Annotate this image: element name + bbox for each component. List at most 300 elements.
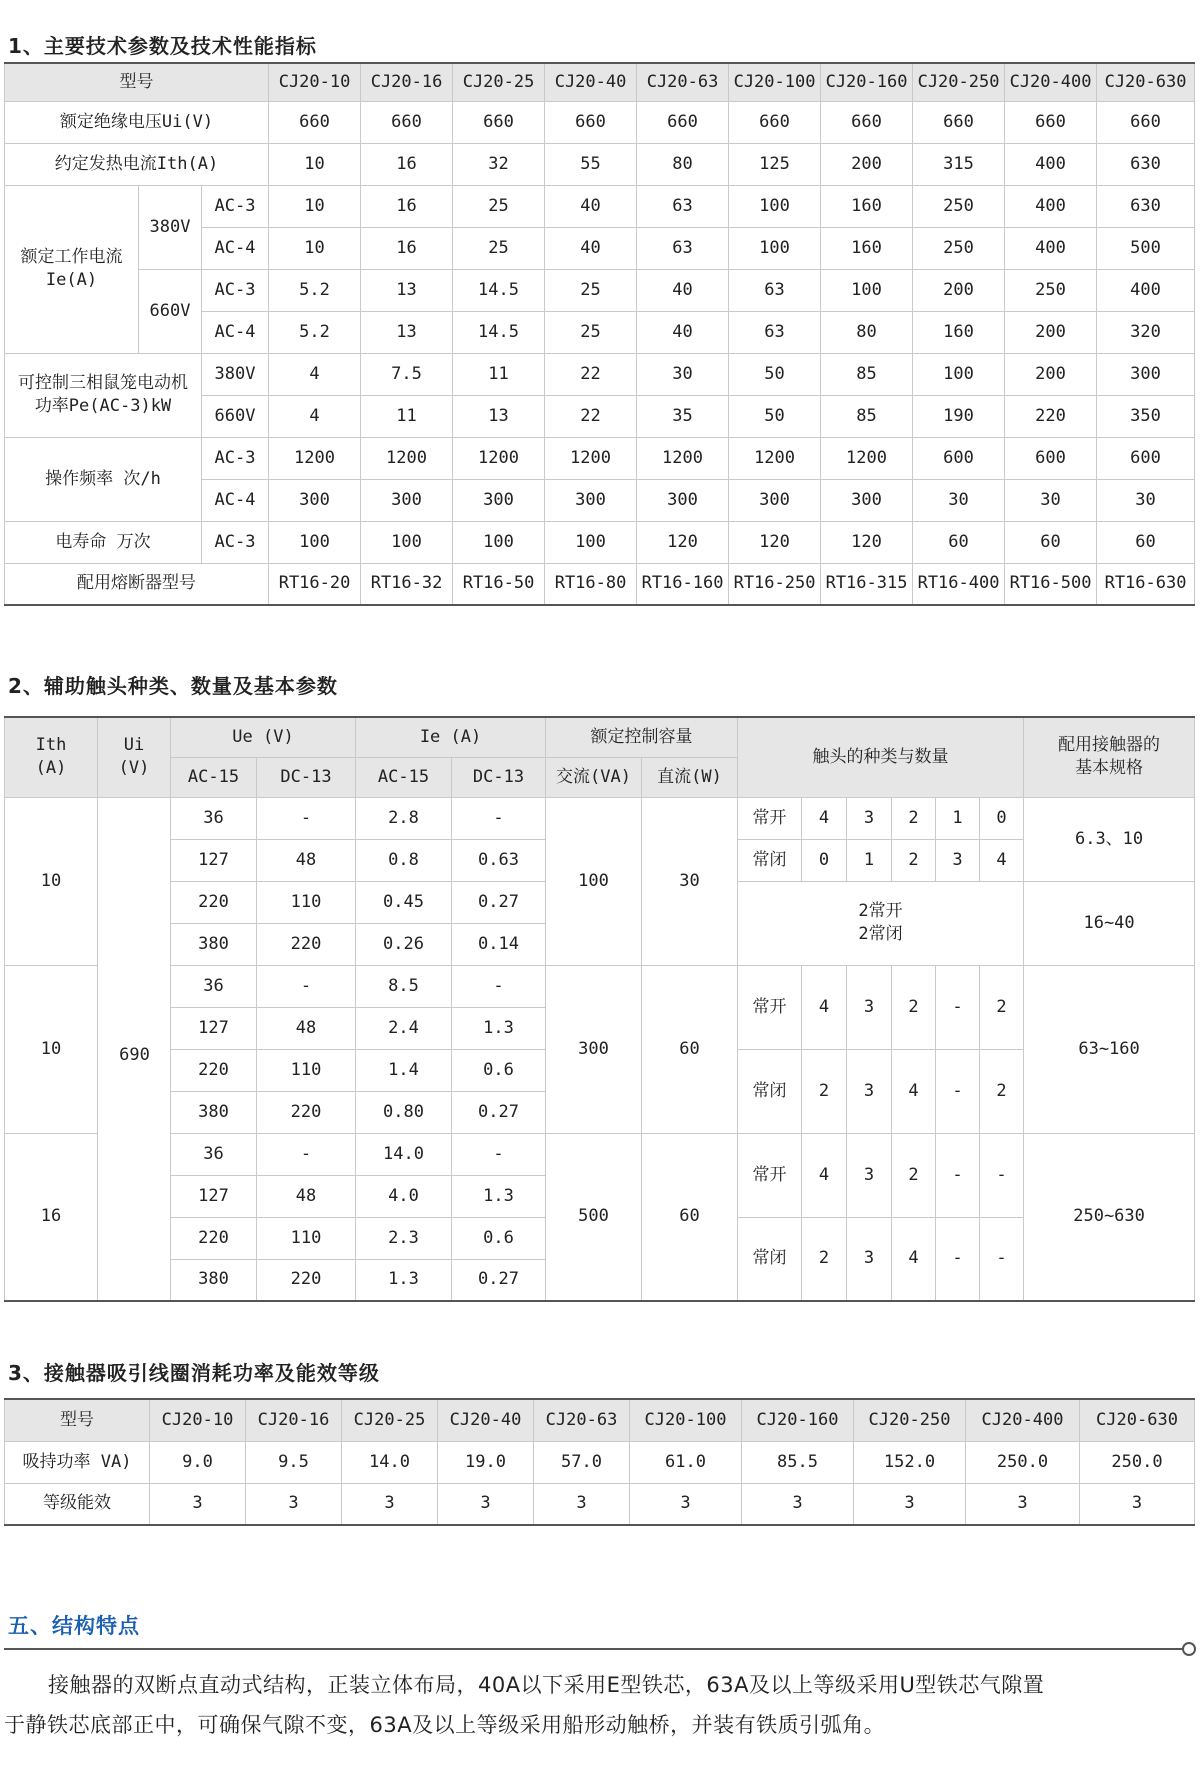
header-spec bbox=[1024, 717, 1195, 797]
cell: 63 bbox=[637, 185, 729, 227]
cell: 200 bbox=[913, 269, 1005, 311]
cell: 400 bbox=[1005, 227, 1097, 269]
ith-value: 10 bbox=[5, 797, 98, 965]
cell: - bbox=[452, 797, 546, 839]
cell: 3 bbox=[847, 1049, 892, 1133]
cell: 60 bbox=[642, 1133, 738, 1301]
cell: - bbox=[936, 1217, 980, 1301]
cell: 300 bbox=[361, 479, 453, 521]
cell: 8.5 bbox=[356, 965, 452, 1007]
contact-type-label: 常开 bbox=[738, 797, 802, 839]
cell: 300 bbox=[453, 479, 545, 521]
table-row bbox=[5, 563, 1195, 605]
ith-value-text: 10 bbox=[40, 1038, 62, 1059]
cell: - bbox=[257, 797, 356, 839]
extra-nc: 2常闭 bbox=[858, 924, 903, 944]
paragraph-line: 于静铁芯底部正中，可确保气隙不变，63A及以上等级采用船形动触桥，并装有铁质引弧角。 bbox=[4, 1713, 886, 1737]
cell: 1200 bbox=[729, 437, 821, 479]
cell: 3 bbox=[966, 1483, 1080, 1525]
cell: 36 bbox=[171, 797, 257, 839]
cell: 9.5 bbox=[246, 1441, 342, 1483]
coil-power-table bbox=[4, 1398, 1195, 1526]
contact-type-label: 常闭 bbox=[738, 1049, 802, 1133]
header-model-cell: CJ20-630 bbox=[1097, 63, 1195, 101]
cell: 50 bbox=[729, 395, 821, 437]
cell: 0.8 bbox=[356, 839, 452, 881]
cell: 315 bbox=[913, 143, 1005, 185]
cell: 2.3 bbox=[356, 1217, 452, 1259]
header-ie-ac15: AC-15 bbox=[356, 757, 452, 797]
header-model-cell: CJ20-16 bbox=[361, 63, 453, 101]
cell: 100 bbox=[361, 521, 453, 563]
cell: 3 bbox=[630, 1483, 742, 1525]
ui-symbol: Ui bbox=[123, 735, 145, 756]
cell: 3 bbox=[246, 1483, 342, 1525]
cell: RT16-315 bbox=[821, 563, 913, 605]
header-ith bbox=[5, 717, 98, 797]
cell: 220 bbox=[257, 923, 356, 965]
cell: 5.2 bbox=[269, 311, 361, 353]
cell: 400 bbox=[1005, 185, 1097, 227]
cell: 350 bbox=[1097, 395, 1195, 437]
spec-value: 63~160 bbox=[1024, 965, 1195, 1133]
cell: 7.5 bbox=[361, 353, 453, 395]
cell: 48 bbox=[257, 839, 356, 881]
cell: 320 bbox=[1097, 311, 1195, 353]
ith-unit: (A) bbox=[35, 758, 67, 779]
cell: 220 bbox=[257, 1091, 356, 1133]
cell: 200 bbox=[1005, 311, 1097, 353]
cell: 1.4 bbox=[356, 1049, 452, 1091]
cell: 200 bbox=[821, 143, 913, 185]
header-model-cell: CJ20-250 bbox=[913, 63, 1005, 101]
cell: 40 bbox=[637, 269, 729, 311]
contact-type-label: 常闭 bbox=[738, 1217, 802, 1301]
cell: 100 bbox=[729, 227, 821, 269]
cell: 2 bbox=[892, 1133, 936, 1217]
cell: 10 bbox=[269, 227, 361, 269]
table-row bbox=[5, 1133, 1195, 1175]
cell: 16 bbox=[361, 185, 453, 227]
row-label: 额定绝缘电压Ui(V) bbox=[5, 101, 269, 143]
cell: 4 bbox=[980, 839, 1024, 881]
cell: 0.80 bbox=[356, 1091, 452, 1133]
cell: 250 bbox=[1005, 269, 1097, 311]
voltage-label: 380V bbox=[202, 353, 269, 395]
cell: 35 bbox=[637, 395, 729, 437]
cell: 2 bbox=[980, 1049, 1024, 1133]
cell: 300 bbox=[545, 479, 637, 521]
header-contact-kind: 触头的种类与数量 bbox=[738, 717, 1024, 797]
contact-type-label: 常闭 bbox=[738, 839, 802, 881]
cell: 1200 bbox=[637, 437, 729, 479]
pe-label: 可控制三相鼠笼电动机 bbox=[18, 373, 188, 394]
spec-label: 配用接触器的 bbox=[1058, 735, 1161, 756]
cell: 0.14 bbox=[452, 923, 546, 965]
cell: 2 bbox=[980, 965, 1024, 1049]
cell: 160 bbox=[821, 227, 913, 269]
header-model-cell: CJ20-25 bbox=[342, 1399, 438, 1441]
cell: 3 bbox=[847, 965, 892, 1049]
cell: 22 bbox=[545, 395, 637, 437]
header-model-cell: CJ20-100 bbox=[630, 1399, 742, 1441]
cell: 2 bbox=[892, 965, 936, 1049]
table-header-row bbox=[5, 63, 1195, 101]
cell: 660 bbox=[545, 101, 637, 143]
cell: RT16-400 bbox=[913, 563, 1005, 605]
table-row bbox=[5, 1483, 1195, 1525]
cell: 4.0 bbox=[356, 1175, 452, 1217]
structure-paragraph bbox=[4, 1665, 1198, 1745]
row-label: 配用熔断器型号 bbox=[5, 563, 269, 605]
cell: 63 bbox=[637, 227, 729, 269]
cell: 2 bbox=[892, 797, 936, 839]
category-label: AC-4 bbox=[202, 227, 269, 269]
cell: 660 bbox=[913, 101, 1005, 143]
cell: 125 bbox=[729, 143, 821, 185]
header-model-cell: CJ20-25 bbox=[453, 63, 545, 101]
cell: 300 bbox=[1097, 353, 1195, 395]
cell: 1200 bbox=[545, 437, 637, 479]
cell: 660 bbox=[453, 101, 545, 143]
cell: 500 bbox=[1097, 227, 1195, 269]
header-model-cell: CJ20-630 bbox=[1080, 1399, 1195, 1441]
cell: - bbox=[257, 1133, 356, 1175]
cell: 660 bbox=[821, 101, 913, 143]
cell: - bbox=[980, 1217, 1024, 1301]
cell: 110 bbox=[257, 881, 356, 923]
cell: 60 bbox=[1097, 521, 1195, 563]
spec-label-2: 基本规格 bbox=[1075, 758, 1144, 779]
table-row bbox=[5, 797, 1195, 839]
cell: 10 bbox=[269, 185, 361, 227]
row-label: 约定发热电流Ith(A) bbox=[5, 143, 269, 185]
cell: 250.0 bbox=[966, 1441, 1080, 1483]
row-label: 吸持功率 VA) bbox=[5, 1441, 150, 1483]
cell: - bbox=[452, 965, 546, 1007]
cell: 40 bbox=[637, 311, 729, 353]
header-model-cell: CJ20-63 bbox=[534, 1399, 630, 1441]
table-row bbox=[5, 353, 1195, 395]
ith-value bbox=[5, 965, 98, 1133]
category-label: AC-3 bbox=[202, 185, 269, 227]
cell: 0 bbox=[980, 797, 1024, 839]
cell: 3 bbox=[847, 1217, 892, 1301]
cell: 0 bbox=[802, 839, 847, 881]
cell: 1200 bbox=[821, 437, 913, 479]
cell: 100 bbox=[269, 521, 361, 563]
cell: 220 bbox=[171, 881, 257, 923]
cell: 19.0 bbox=[438, 1441, 534, 1483]
cell: 30 bbox=[913, 479, 1005, 521]
cell: 300 bbox=[269, 479, 361, 521]
cell: - bbox=[452, 1133, 546, 1175]
cell: 55 bbox=[545, 143, 637, 185]
cell: 16 bbox=[361, 143, 453, 185]
cell: 61.0 bbox=[630, 1441, 742, 1483]
cell: 400 bbox=[1005, 143, 1097, 185]
section-2-title: 2、辅助触头种类、数量及基本参数 bbox=[8, 674, 338, 698]
row-label bbox=[5, 185, 139, 353]
cell: 1 bbox=[936, 797, 980, 839]
cell: RT16-50 bbox=[453, 563, 545, 605]
header-model-cell: CJ20-160 bbox=[821, 63, 913, 101]
cell: 4 bbox=[802, 1133, 847, 1217]
cell: 152.0 bbox=[854, 1441, 966, 1483]
table-row bbox=[5, 521, 1195, 563]
category-label: AC-3 bbox=[202, 437, 269, 479]
cell: 3 bbox=[534, 1483, 630, 1525]
header-w: 直流(W) bbox=[642, 757, 738, 797]
cell: 380 bbox=[171, 1091, 257, 1133]
cell: 80 bbox=[821, 311, 913, 353]
cell: 14.0 bbox=[342, 1441, 438, 1483]
cell: RT16-160 bbox=[637, 563, 729, 605]
section-5-title: 五、结构特点 bbox=[8, 1614, 140, 1638]
cell: 100 bbox=[546, 797, 642, 965]
cell: - bbox=[936, 965, 980, 1049]
header-ui bbox=[98, 717, 171, 797]
header-model-cell: CJ20-16 bbox=[246, 1399, 342, 1441]
header-model-cell: CJ20-10 bbox=[150, 1399, 246, 1441]
cell: 4 bbox=[802, 797, 847, 839]
voltage-label: 660V bbox=[202, 395, 269, 437]
cell: 630 bbox=[1097, 143, 1195, 185]
cell: 630 bbox=[1097, 185, 1195, 227]
cell: 250 bbox=[913, 185, 1005, 227]
cell: 120 bbox=[821, 521, 913, 563]
cell: 57.0 bbox=[534, 1441, 630, 1483]
cell: 0.63 bbox=[452, 839, 546, 881]
table-row bbox=[5, 1441, 1195, 1483]
cell: 80 bbox=[637, 143, 729, 185]
cell: RT16-250 bbox=[729, 563, 821, 605]
cell: 36 bbox=[171, 1133, 257, 1175]
cell: 120 bbox=[637, 521, 729, 563]
table-row bbox=[5, 185, 1195, 227]
cell: 220 bbox=[1005, 395, 1097, 437]
cell: 2 bbox=[802, 1049, 847, 1133]
header-model: 型号 bbox=[5, 63, 269, 101]
divider-end-circle-icon bbox=[1182, 1642, 1196, 1656]
row-label: 电寿命 万次 bbox=[5, 521, 202, 563]
header-model-cell: CJ20-160 bbox=[742, 1399, 854, 1441]
category-label: AC-4 bbox=[202, 479, 269, 521]
cell: 1200 bbox=[361, 437, 453, 479]
cell: 3 bbox=[150, 1483, 246, 1525]
header-model-cell: CJ20-400 bbox=[1005, 63, 1097, 101]
cell: 300 bbox=[546, 965, 642, 1133]
cell: 2.8 bbox=[356, 797, 452, 839]
cell: 4 bbox=[802, 965, 847, 1049]
extra-no: 2常开 bbox=[858, 901, 903, 922]
header-va: 交流(VA) bbox=[546, 757, 642, 797]
cell: 0.27 bbox=[452, 1091, 546, 1133]
cell: 250 bbox=[913, 227, 1005, 269]
cell: 10 bbox=[269, 143, 361, 185]
cell: 660 bbox=[729, 101, 821, 143]
ith-symbol: Ith bbox=[35, 735, 67, 756]
cell: RT16-500 bbox=[1005, 563, 1097, 605]
table-row bbox=[5, 101, 1195, 143]
cell: 3 bbox=[342, 1483, 438, 1525]
header-capacity: 额定控制容量 bbox=[546, 717, 738, 757]
cell: RT16-32 bbox=[361, 563, 453, 605]
category-label: AC-3 bbox=[202, 269, 269, 311]
cell: 100 bbox=[545, 521, 637, 563]
header-ie: Ie (A) bbox=[356, 717, 546, 757]
cell: 190 bbox=[913, 395, 1005, 437]
voltage-label: 660V bbox=[139, 269, 202, 353]
cell: 3 bbox=[1080, 1483, 1195, 1525]
cell: 0.26 bbox=[356, 923, 452, 965]
cell: RT16-630 bbox=[1097, 563, 1195, 605]
cell: 380 bbox=[171, 1259, 257, 1301]
cell: 660 bbox=[1005, 101, 1097, 143]
header-ue-ac15: AC-15 bbox=[171, 757, 257, 797]
cell: 25 bbox=[545, 269, 637, 311]
table-header-row bbox=[5, 1399, 1195, 1441]
cell: 300 bbox=[729, 479, 821, 521]
main-params-table bbox=[4, 62, 1195, 606]
cell: 127 bbox=[171, 1175, 257, 1217]
cell: 0.45 bbox=[356, 881, 452, 923]
cell: RT16-80 bbox=[545, 563, 637, 605]
cell: 250.0 bbox=[1080, 1441, 1195, 1483]
cell: 60 bbox=[642, 965, 738, 1133]
cell: 16 bbox=[361, 227, 453, 269]
cell: 2 bbox=[892, 839, 936, 881]
cell: 110 bbox=[257, 1049, 356, 1091]
cell: 13 bbox=[361, 311, 453, 353]
table-row bbox=[5, 269, 1195, 311]
table-row bbox=[5, 437, 1195, 479]
ie-label-unit: Ie(A) bbox=[45, 270, 98, 290]
cell: 25 bbox=[545, 311, 637, 353]
spec-value: 16~40 bbox=[1024, 881, 1195, 965]
spec-value: 250~630 bbox=[1024, 1133, 1195, 1301]
cell: 32 bbox=[453, 143, 545, 185]
section-1-title: 1、主要技术参数及技术性能指标 bbox=[8, 34, 317, 58]
cell: 160 bbox=[821, 185, 913, 227]
cell: - bbox=[257, 965, 356, 1007]
paragraph-line: 接触器的双断点直动式结构，正装立体布局，40A以下采用E型铁芯，63A及以上等级采用U型铁芯气隙置 bbox=[48, 1673, 1045, 1697]
cell: 1.3 bbox=[452, 1175, 546, 1217]
cell: 30 bbox=[1097, 479, 1195, 521]
cell: 1.3 bbox=[452, 1007, 546, 1049]
cell: 4 bbox=[269, 395, 361, 437]
cell: 13 bbox=[453, 395, 545, 437]
cell: 660 bbox=[361, 101, 453, 143]
cell: 0.27 bbox=[452, 1259, 546, 1301]
header-model-cell: CJ20-100 bbox=[729, 63, 821, 101]
cell: 11 bbox=[453, 353, 545, 395]
cell: 3 bbox=[936, 839, 980, 881]
cell: 1200 bbox=[269, 437, 361, 479]
cell: 4 bbox=[892, 1049, 936, 1133]
cell: 0.6 bbox=[452, 1217, 546, 1259]
spec-value: 6.3、10 bbox=[1024, 797, 1195, 881]
category-label: AC-4 bbox=[202, 311, 269, 353]
cell: 85.5 bbox=[742, 1441, 854, 1483]
cell: 3 bbox=[742, 1483, 854, 1525]
cell: 200 bbox=[1005, 353, 1097, 395]
voltage-label: 380V bbox=[139, 185, 202, 269]
cell: 63 bbox=[729, 269, 821, 311]
cell: 160 bbox=[913, 311, 1005, 353]
cell: 22 bbox=[545, 353, 637, 395]
cell: 500 bbox=[546, 1133, 642, 1301]
cell: 25 bbox=[453, 227, 545, 269]
cell: 30 bbox=[637, 353, 729, 395]
cell: 9.0 bbox=[150, 1441, 246, 1483]
cell: 3 bbox=[438, 1483, 534, 1525]
cell: 660 bbox=[269, 101, 361, 143]
cell: 3 bbox=[854, 1483, 966, 1525]
cell: 120 bbox=[729, 521, 821, 563]
cell: - bbox=[980, 1133, 1024, 1217]
cell: 13 bbox=[361, 269, 453, 311]
cell: 5.2 bbox=[269, 269, 361, 311]
cell: 127 bbox=[171, 1007, 257, 1049]
cell: 100 bbox=[729, 185, 821, 227]
cell: 60 bbox=[1005, 521, 1097, 563]
cell: 50 bbox=[729, 353, 821, 395]
cell: 300 bbox=[821, 479, 913, 521]
cell: 14.0 bbox=[356, 1133, 452, 1175]
header-model-cell: CJ20-400 bbox=[966, 1399, 1080, 1441]
category-label: AC-3 bbox=[202, 521, 269, 563]
cell: 14.5 bbox=[453, 269, 545, 311]
cell: 36 bbox=[171, 965, 257, 1007]
ie-label: 额定工作电流 bbox=[20, 247, 123, 268]
cell: - bbox=[936, 1133, 980, 1217]
header-ue: Ue (V) bbox=[171, 717, 356, 757]
cell: 220 bbox=[171, 1217, 257, 1259]
header-model-cell: CJ20-10 bbox=[269, 63, 361, 101]
cell: 100 bbox=[453, 521, 545, 563]
ui-unit: (V) bbox=[118, 758, 150, 779]
cell: 0.27 bbox=[452, 881, 546, 923]
section-3-title: 3、接触器吸引线圈消耗功率及能效等级 bbox=[8, 1361, 380, 1385]
cell: 100 bbox=[821, 269, 913, 311]
cell: 30 bbox=[1005, 479, 1097, 521]
header-ue-dc13: DC-13 bbox=[257, 757, 356, 797]
cell: 0.6 bbox=[452, 1049, 546, 1091]
header-model: 型号 bbox=[5, 1399, 150, 1441]
cell: 3 bbox=[847, 1133, 892, 1217]
cell: 4 bbox=[892, 1217, 936, 1301]
cell: 600 bbox=[913, 437, 1005, 479]
row-label: 操作频率 次/h bbox=[5, 437, 202, 521]
ui-value: 690 bbox=[119, 1045, 150, 1065]
header-model-cell: CJ20-250 bbox=[854, 1399, 966, 1441]
cell: 220 bbox=[257, 1259, 356, 1301]
cell: - bbox=[936, 1049, 980, 1133]
extra-contacts bbox=[738, 881, 1024, 965]
cell: 48 bbox=[257, 1007, 356, 1049]
cell: 110 bbox=[257, 1217, 356, 1259]
cell: 1.3 bbox=[356, 1259, 452, 1301]
cell: 14.5 bbox=[453, 311, 545, 353]
table-header-row bbox=[5, 717, 1195, 757]
cell: 30 bbox=[642, 797, 738, 965]
cell: 11 bbox=[361, 395, 453, 437]
contact-type-label: 常开 bbox=[738, 1133, 802, 1217]
cell: 220 bbox=[171, 1049, 257, 1091]
table-row bbox=[5, 965, 1195, 1007]
cell: 600 bbox=[1005, 437, 1097, 479]
